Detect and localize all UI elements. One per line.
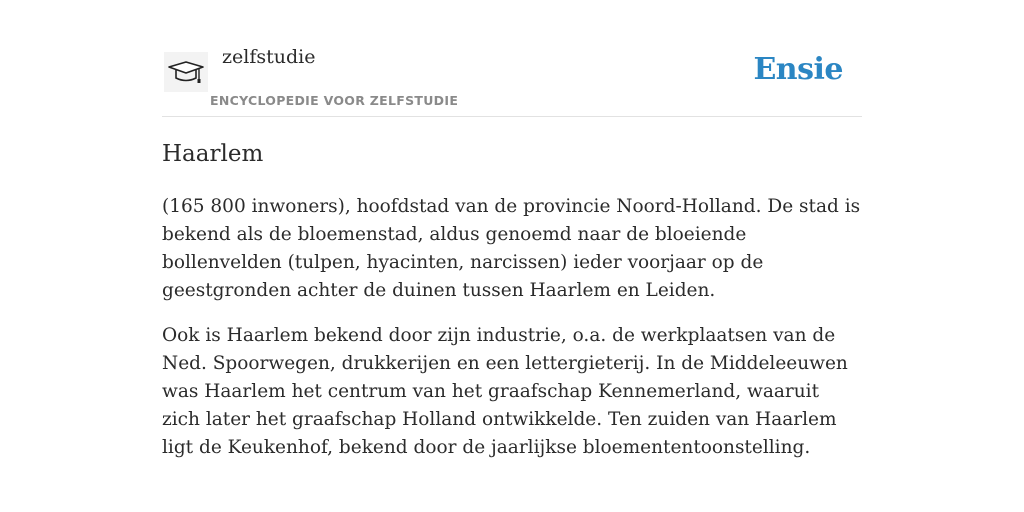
ensie-brand-link[interactable]: Ensie bbox=[753, 52, 843, 87]
site-name-link[interactable]: zelfstudie bbox=[222, 46, 316, 68]
article-paragraph: (165 800 inwoners), hoofdstad van de provincie Noord-Holland. De stad is bekend als de bloemenstad, aldus genoemd naar de bloeiende bollenvelden (tulpen, hyacinten, narcissen) ieder voorjaar op de geestgronden achter de duinen tussen Haarlem en Leiden. bbox=[162, 196, 861, 301]
article-paragraph: Ook is Haarlem bekend door zijn industrie, o.a. de werkplaatsen van de Ned. Spoorwegen, drukkerijen en een lettergieterij. In de Middeleeuwen was Haarlem het centrum van het graafschap Kennemerland, waaruit zich later het graafschap Holland ontwikkelde. Ten zuiden van Haarlem ligt de Keukenhof, bekend door de jaarlijkse bloemententoonstelling. bbox=[162, 325, 848, 458]
site-header bbox=[162, 0, 862, 117]
site-tagline: ENCYCLOPEDIE VOOR ZELFSTUDIE bbox=[210, 93, 459, 108]
article-title: Haarlem bbox=[162, 141, 264, 167]
page bbox=[162, 0, 862, 462]
graduation-cap-icon[interactable] bbox=[164, 52, 208, 92]
